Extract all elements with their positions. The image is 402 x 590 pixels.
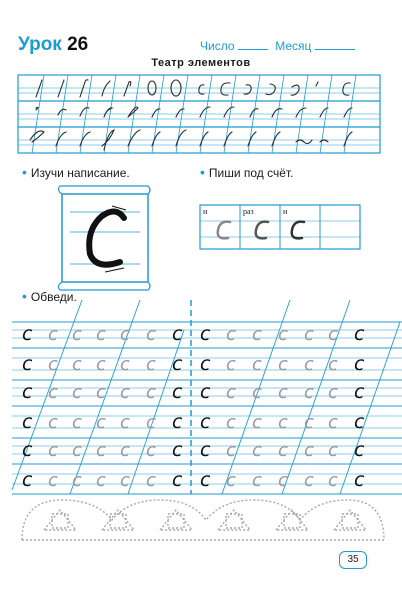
svg-text:c: c — [72, 382, 82, 403]
svg-text:c: c — [354, 469, 365, 491]
svg-text:c: c — [226, 440, 236, 461]
svg-text:c: c — [304, 412, 314, 433]
svg-text:c: c — [48, 470, 58, 491]
svg-text:c: c — [146, 324, 156, 345]
svg-text:c: c — [226, 412, 236, 433]
instruction-study: • Изучи написание. — [22, 164, 130, 180]
svg-text:c: c — [146, 354, 156, 375]
svg-text:c: c — [226, 470, 236, 491]
svg-text:c: c — [96, 470, 106, 491]
svg-text:c: c — [146, 382, 156, 403]
svg-text:c: c — [200, 381, 211, 403]
svg-text:c: c — [96, 440, 106, 461]
svg-text:c: c — [200, 353, 211, 375]
svg-text:c: c — [200, 323, 211, 345]
lesson-number: 26 — [67, 34, 89, 55]
svg-text:c: c — [304, 382, 314, 403]
svg-text:c: c — [252, 382, 262, 403]
svg-text:c: c — [146, 412, 156, 433]
number-label: Число — [200, 39, 235, 53]
instruction-trace: • Обведи. — [22, 288, 77, 304]
svg-text:c: c — [22, 381, 33, 403]
svg-text:c: c — [252, 412, 262, 433]
dotted-ornament — [22, 500, 384, 540]
svg-text:c: c — [120, 354, 130, 375]
svg-text:c: c — [96, 382, 106, 403]
svg-text:c: c — [328, 470, 338, 491]
svg-text:c: c — [328, 382, 338, 403]
letter-card — [58, 186, 150, 290]
svg-text:c: c — [172, 469, 183, 491]
svg-text:c: c — [72, 354, 82, 375]
svg-text:c: c — [48, 412, 58, 433]
svg-text:c: c — [96, 412, 106, 433]
svg-text:c: c — [304, 470, 314, 491]
svg-text:c: c — [172, 353, 183, 375]
page-number: 35 — [339, 551, 367, 569]
svg-text:c: c — [278, 354, 288, 375]
element-glyphs — [30, 80, 352, 150]
svg-text:c: c — [120, 440, 130, 461]
svg-text:c: c — [200, 411, 211, 433]
svg-text:c: c — [354, 439, 365, 461]
svg-text:c: c — [72, 412, 82, 433]
svg-text:c: c — [304, 324, 314, 345]
svg-text:c: c — [200, 439, 211, 461]
count-box — [200, 205, 360, 249]
svg-text:c: c — [120, 324, 130, 345]
svg-text:c: c — [304, 440, 314, 461]
svg-text:c: c — [328, 354, 338, 375]
svg-text:c: c — [22, 411, 33, 433]
svg-text:c: c — [72, 324, 82, 345]
svg-text:c: c — [226, 354, 236, 375]
svg-text:c: c — [172, 439, 183, 461]
count-label-1: и — [203, 207, 208, 216]
svg-text:c: c — [146, 470, 156, 491]
svg-text:c: c — [120, 382, 130, 403]
svg-text:c: c — [22, 353, 33, 375]
count-label-2: раз — [243, 207, 254, 216]
svg-text:c: c — [172, 323, 183, 345]
svg-text:c: c — [252, 470, 262, 491]
svg-text:c: c — [72, 470, 82, 491]
svg-text:c: c — [48, 354, 58, 375]
svg-text:c: c — [48, 382, 58, 403]
svg-text:c: c — [354, 323, 365, 345]
svg-text:c: c — [96, 324, 106, 345]
svg-text:c: c — [278, 412, 288, 433]
svg-text:c: c — [72, 440, 82, 461]
svg-text:c: c — [48, 440, 58, 461]
lesson-word: Урок — [18, 34, 62, 55]
svg-text:c: c — [304, 354, 314, 375]
svg-text:c: c — [146, 440, 156, 461]
svg-text:c: c — [96, 354, 106, 375]
svg-text:c: c — [226, 324, 236, 345]
svg-text:c: c — [200, 469, 211, 491]
svg-text:c: c — [278, 382, 288, 403]
svg-text:c: c — [22, 469, 33, 491]
svg-text:c: c — [328, 412, 338, 433]
svg-text:c: c — [328, 324, 338, 345]
theatre-title: Театр элементов — [151, 57, 251, 69]
elements-grid — [18, 75, 380, 153]
svg-text:c: c — [328, 440, 338, 461]
svg-text:c: c — [172, 381, 183, 403]
svg-text:c: c — [354, 381, 365, 403]
svg-text:c: c — [354, 353, 365, 375]
svg-text:c: c — [278, 440, 288, 461]
svg-text:c: c — [172, 411, 183, 433]
svg-text:c: c — [278, 324, 288, 345]
count-glyphs — [218, 222, 304, 239]
instruction-count: • Пиши под счёт. — [200, 164, 294, 180]
svg-text:c: c — [226, 382, 236, 403]
svg-text:c: c — [252, 440, 262, 461]
count-label-3: и — [283, 207, 288, 216]
svg-text:c: c — [252, 324, 262, 345]
svg-text:c: c — [278, 470, 288, 491]
svg-text:c: c — [120, 470, 130, 491]
svg-text:c: c — [120, 412, 130, 433]
svg-text:c: c — [48, 324, 58, 345]
svg-text:c: c — [252, 354, 262, 375]
svg-text:c: c — [22, 323, 33, 345]
month-label: Месяц — [275, 39, 312, 53]
svg-text:c: c — [354, 411, 365, 433]
svg-text:c: c — [22, 439, 33, 461]
